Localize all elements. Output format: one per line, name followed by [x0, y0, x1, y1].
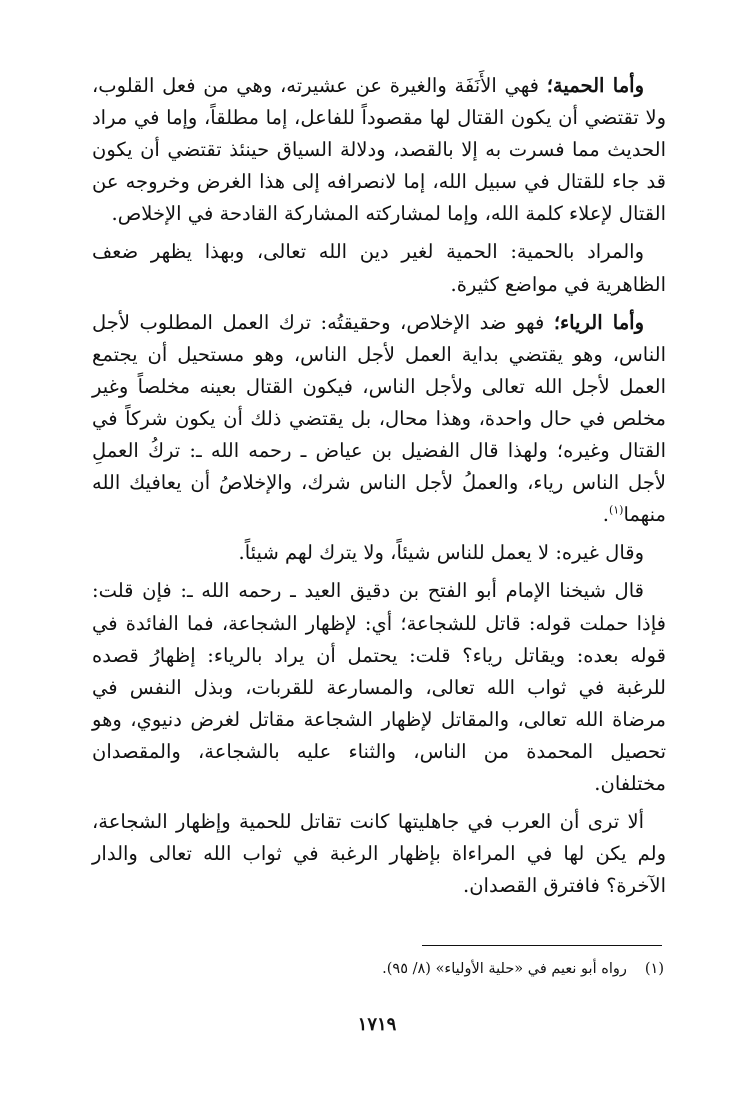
footnote-text: رواه أبو نعيم في «حلية الأولياء» (٨/ ٩٥).: [382, 961, 627, 977]
paragraph-hamiyya-meaning: [92, 236, 666, 300]
paragraph-hamiyya: [92, 70, 666, 230]
paragraph-tail: .: [602, 503, 609, 527]
footnote-separator: [422, 945, 662, 946]
paragraph-body: فهو ضد الإخلاص، وحقيقتُه: ترك العمل المطلوب لأجل الناس، وهو يقتضي بداية العمل لأجل الناس، وهو مستحيل أن يجتمع العمل لأجل الله تعالى ولأجل الناس، فيكون القتال بعينه مخلصاً وغير مخلص في حال واحدة، وهذا محال، بل يقتضي ذلك أن يكون شركاً في القتال وغيره؛ ولهذا قال الفضيل بن عياض ـ رحمه الله ـ: تركُ العملِ لأجل الناس رياء، والعملُ لأجل الناس شرك، والإخلاصُ أن يعافيك الله منهما: [92, 310, 666, 527]
paragraph-body: فهي الأَنَفَة والغيرة عن عشيرته، وهي من فعل القلوب، ولا تقتضي أن يكون القتال لها مقصوداً للفاعل، إما مطلقاً، وإما في مراد الحديث مما فسرت به إلا بالقصد، ودلالة السياق حينئذ تقتضي أن يكون قد جاء للقتال في سبيل الله، إما لانصرافه إلى هذا الغرض وخروجه عن القتال لإعلاء كلمة الله، وإما لمشاركته المشاركة القادحة في الإخلاص.: [92, 74, 666, 226]
footnote: [240, 958, 664, 980]
footnote-number: (١): [644, 961, 664, 977]
paragraph-ibn-daqiq: [92, 575, 666, 800]
page-number: ١٧١٩: [357, 1014, 397, 1035]
paragraph-riya: [92, 307, 666, 532]
paragraph-body: قال شيخنا الإمام أبو الفتح بن دقيق العيد ـ رحمه الله ـ: فإن قلت: فإذا حملت قوله: قاتل للشجاعة؛ أي: لإظهار الشجاعة، فما الفائدة في قوله بعده: ويقاتل رياء؟ قلت: يحتمل أن يراد بالرياء: إظهارُ قصده للرغبة في ثواب الله تعالى، والمسارعة للقربات، وبذل النفس في مرضاة الله تعالى، والمقاتل لإظهار الشجاعة مقاتل لغرض دنيوي، وهو تحصيل المحمدة من الناس، والثناء عليه بالشجاعة، والمقصدان مختلفان.: [92, 579, 666, 795]
footnote-marker[interactable]: (١): [608, 503, 624, 517]
paragraph-lead: وأما الحمية؛: [546, 74, 644, 97]
paragraph-lead: وأما الرياء؛: [553, 310, 644, 334]
paragraph-body: والمراد بالحمية: الحمية لغير دين الله تعالى، وبهذا يظهر ضعف الظاهرية في مواضع كثيرة.: [92, 240, 666, 296]
main-text: [92, 70, 666, 908]
paragraph-arabs: [92, 806, 666, 902]
paragraph-other-saying: [92, 537, 666, 569]
paragraph-body: ألا ترى أن العرب في جاهليتها كانت تقاتل للحمية وإظهار الشجاعة، ولم يكن لها في المراءاة بإظهار الرغبة في ثواب الله تعالى والدار الآخرة؟ فافترق القصدان.: [92, 810, 666, 898]
paragraph-body: وقال غيره: لا يعمل للناس شيئاً، ولا يترك لهم شيئاً.: [238, 541, 644, 565]
